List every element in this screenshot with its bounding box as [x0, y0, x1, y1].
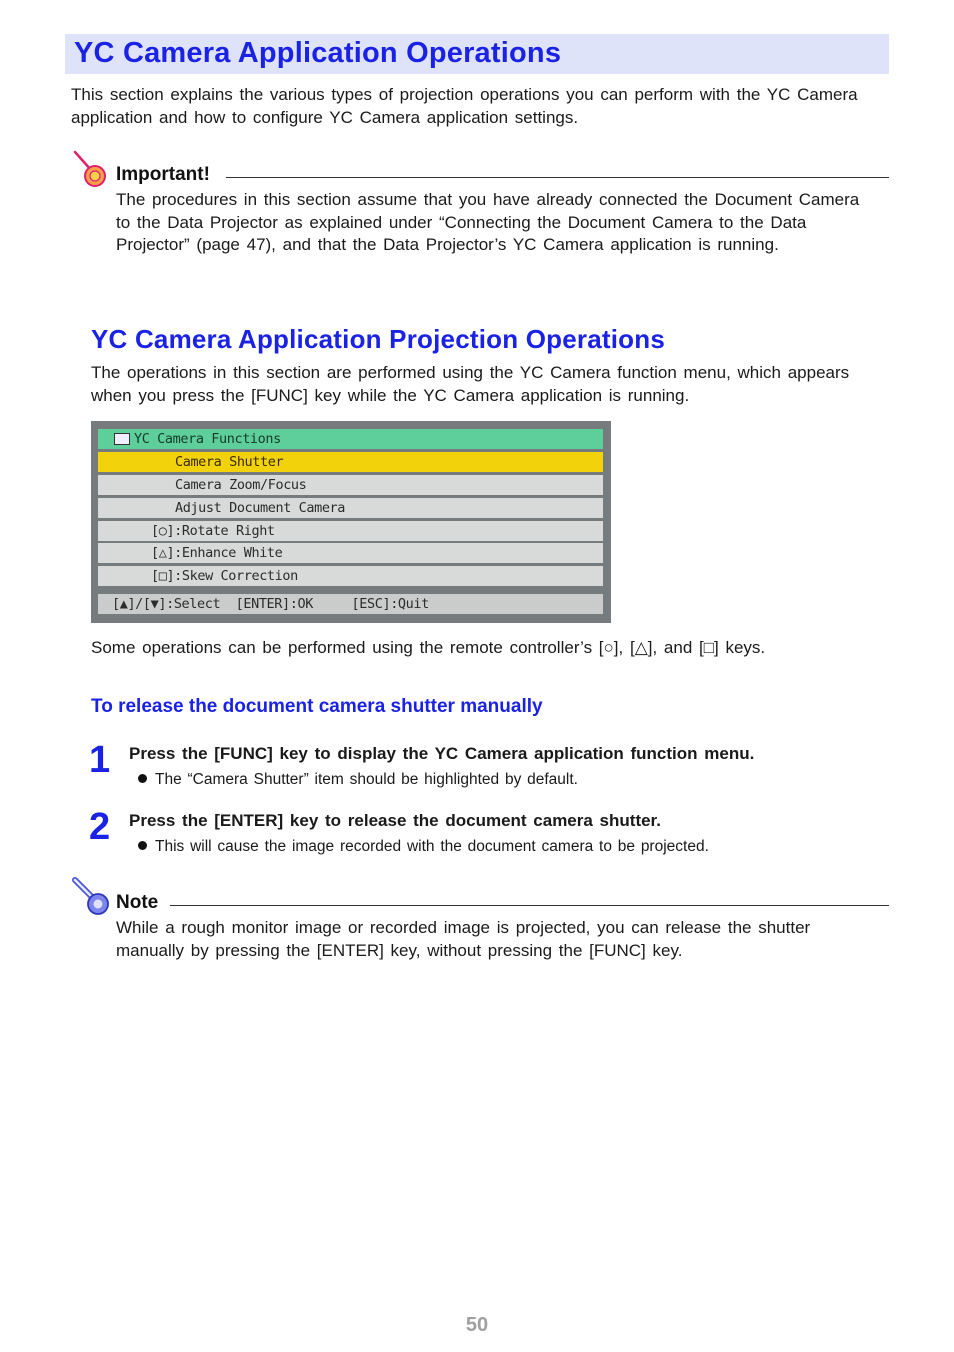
step-2-bullet-text: This will cause the image recorded with the document camera to be projected. [155, 838, 709, 855]
step-2-text: Press the [ENTER] key to release the document camera shutter. [129, 811, 661, 830]
menu-header-label: YC Camera Functions [134, 431, 281, 447]
page-title: YC Camera Application Operations [74, 37, 562, 69]
menu-item-rotate-right[interactable]: [○]:Rotate Right [98, 521, 603, 541]
menu-item-enhance-white[interactable]: [△]:Enhance White [98, 543, 603, 563]
step-2-number: 2 [89, 806, 111, 848]
bullet-dot-icon [138, 841, 147, 850]
note-label: Note [116, 892, 159, 913]
pencil-icon [72, 877, 104, 915]
important-rule [226, 177, 889, 178]
step-2-bullet [138, 838, 709, 856]
page-intro: This section explains the various types of projection operations you can perform with the YC Camera application and how to configure YC Camera application settings. [71, 85, 858, 127]
note-rule [170, 905, 889, 906]
important-label: Important! [116, 164, 210, 185]
menu-item-skew-correction[interactable]: [□]:Skew Correction [98, 566, 603, 586]
menu-item-camera-shutter[interactable]: Camera Shutter [98, 452, 603, 472]
menu-item-adjust-document-camera[interactable]: Adjust Document Camera [98, 498, 603, 518]
step-1-text: Press the [FUNC] key to display the YC Camera application function menu. [129, 744, 755, 763]
pushpin-icon [72, 149, 104, 187]
menu-footer-hints: [▲]/[▼]:Select [ENTER]:OK [ESC]:Quit [98, 594, 603, 614]
section-intro: The operations in this section are performed using the YC Camera function menu, which appears when you press the [FUNC] key while the YC Camera application is running. [91, 363, 850, 405]
menu-header [98, 429, 603, 449]
important-text: The procedures in this section assume that you have already connected the Document Camera to the Data Projector as explained under “Connecting the Document Camera to the Data Projector” (page 47), and that the Data Projector’s YC Camera application is running. [116, 190, 860, 254]
menu-item-camera-zoom-focus[interactable]: Camera Zoom/Focus [98, 475, 603, 495]
function-menu-screenshot [91, 421, 611, 623]
section-title: YC Camera Application Projection Operations [91, 324, 665, 354]
window-icon [114, 433, 130, 445]
page-number: 50 [465, 1314, 489, 1336]
step-1-number: 1 [89, 739, 111, 781]
procedure-title: To release the document camera shutter manually [91, 696, 543, 717]
step-1-bullet [138, 771, 578, 789]
bullet-dot-icon [138, 774, 147, 783]
note-text: While a rough monitor image or recorded image is projected, you can release the shutter manually by pressing the [ENTER] key, without pressing the [FUNC] key. [116, 918, 811, 960]
keys-note: Some operations can be performed using the remote controller’s [○], [△], and [□] keys. [91, 638, 766, 657]
step-1-bullet-text: The “Camera Shutter” item should be highlighted by default. [155, 771, 578, 788]
